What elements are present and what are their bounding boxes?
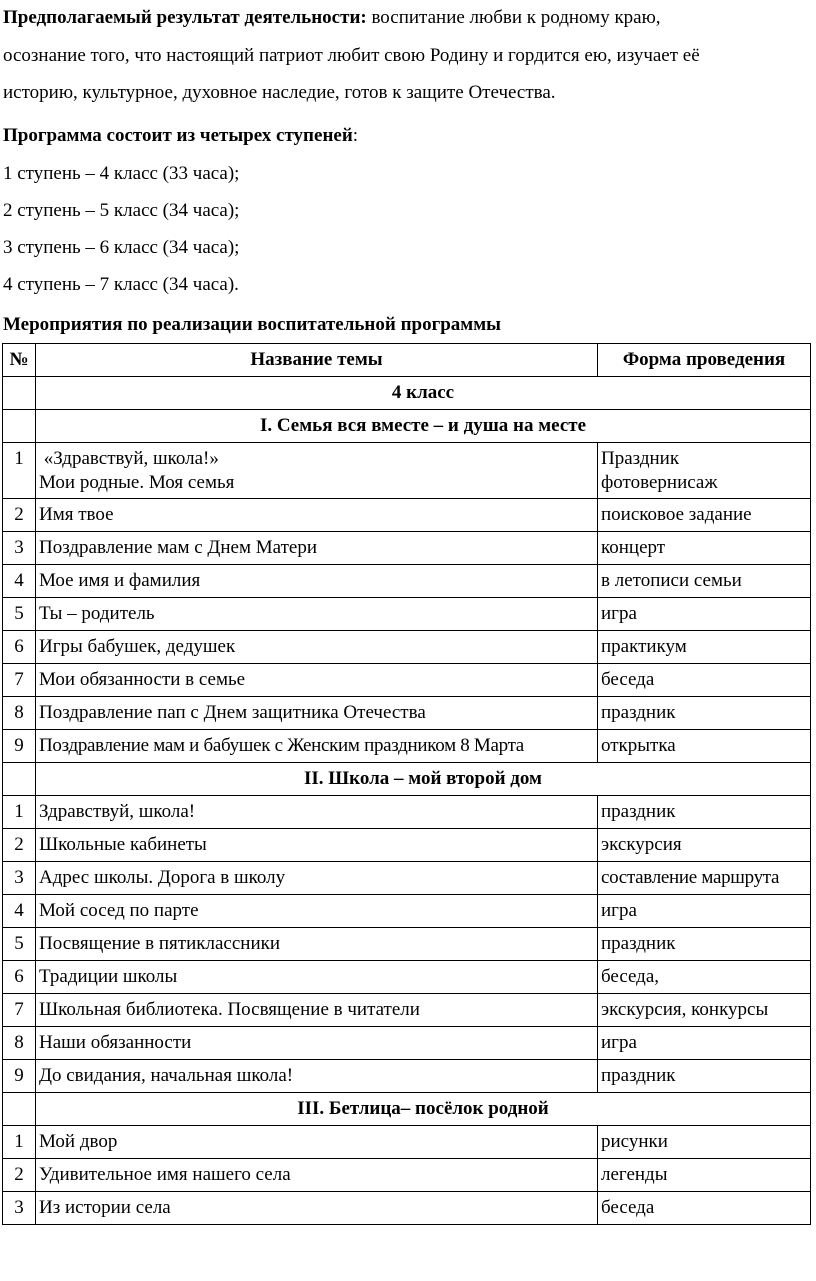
row-form: игра (598, 895, 811, 928)
section-empty-cell (3, 763, 36, 796)
table-row (3, 1060, 811, 1093)
row-topic: Посвящение в пятиклассники (36, 928, 598, 961)
table-header-row (3, 344, 811, 377)
table-row (3, 1126, 811, 1159)
result-text-1: воспитание любви к родному краю, (366, 7, 661, 28)
row-topic: Удивительное имя нашего села (36, 1159, 598, 1192)
program-colon: : (352, 125, 359, 146)
row-num: 8 (3, 1027, 36, 1060)
row-form: праздник (598, 697, 811, 730)
row-form: экскурсия (598, 829, 811, 862)
row-topic: Школьная библиотека. Посвящение в читатели (36, 994, 598, 1027)
row-topic-line: «Здравствуй, школа!» (39, 448, 219, 469)
row-form: беседа (598, 1192, 811, 1225)
header-form: Форма проведения (598, 344, 811, 377)
section-empty-cell (3, 410, 36, 443)
row-form: практикум (598, 631, 811, 664)
row-form: игра (598, 598, 811, 631)
row-topic: Поздравление мам и бабушек с Женским праздником 8 Марта (36, 730, 598, 763)
row-form (598, 443, 811, 499)
row-num: 3 (3, 532, 36, 565)
header-topic: Название темы (36, 344, 598, 377)
table-row (3, 895, 811, 928)
row-form: составление маршрута (598, 862, 811, 895)
row-topic: Здравствуй, школа! (36, 796, 598, 829)
row-topic: Из истории села (36, 1192, 598, 1225)
row-form: беседа (598, 664, 811, 697)
table-row (3, 499, 811, 532)
table-row (3, 961, 811, 994)
table-row (3, 631, 811, 664)
row-form: легенды (598, 1159, 811, 1192)
grade-row (3, 377, 811, 410)
row-num: 6 (3, 631, 36, 664)
section-row (3, 763, 811, 796)
row-num: 1 (3, 443, 36, 499)
row-form: праздник (598, 1060, 811, 1093)
table-row (3, 994, 811, 1027)
table-row (3, 730, 811, 763)
row-topic: Мой сосед по парте (36, 895, 598, 928)
table-row (3, 829, 811, 862)
row-form: игра (598, 1027, 811, 1060)
row-num: 4 (3, 895, 36, 928)
row-form: праздник (598, 928, 811, 961)
row-form: в летописи семьи (598, 565, 811, 598)
row-form-line: фотовернисаж (601, 472, 718, 493)
row-num: 4 (3, 565, 36, 598)
step-4: 4 ступень – 7 класс (34 часа). (3, 274, 239, 295)
row-num: 6 (3, 961, 36, 994)
section-title: III. Бетлица– посёлок родной (36, 1093, 811, 1126)
table-row (3, 796, 811, 829)
row-topic: Игры бабушек, дедушек (36, 631, 598, 664)
events-title: Мероприятия по реализации воспитательной программы (3, 314, 502, 335)
intro-result-line2: осознание того, что настоящий патриот любит свою Родину и гордится ею, изучает её (3, 45, 700, 66)
row-form: поисковое задание (598, 499, 811, 532)
section-row (3, 410, 811, 443)
table-row (3, 565, 811, 598)
row-form: беседа, (598, 961, 811, 994)
table-row (3, 862, 811, 895)
section-title: II. Школа – мой второй дом (36, 763, 811, 796)
row-form: рисунки (598, 1126, 811, 1159)
row-num: 1 (3, 1126, 36, 1159)
section-title: I. Семья вся вместе – и душа на месте (36, 410, 811, 443)
table-row (3, 697, 811, 730)
step-3: 3 ступень – 6 класс (34 часа); (3, 237, 240, 258)
section-empty-cell (3, 1093, 36, 1126)
grade-title: 4 класс (36, 377, 811, 410)
row-form-line: Праздник (601, 448, 680, 469)
program-heading (3, 124, 358, 148)
row-num: 5 (3, 928, 36, 961)
table-row (3, 1027, 811, 1060)
row-num: 1 (3, 796, 36, 829)
row-num: 9 (3, 730, 36, 763)
row-topic: Поздравление мам с Днем Матери (36, 532, 598, 565)
intro-result-line3: историю, культурное, духовное наследие, готов к защите Отечества. (3, 82, 556, 103)
row-num: 9 (3, 1060, 36, 1093)
row-num: 2 (3, 499, 36, 532)
section-row (3, 1093, 811, 1126)
result-label: Предполагаемый результат деятельности: (3, 7, 367, 28)
row-topic: Традиции школы (36, 961, 598, 994)
table-row (3, 1159, 811, 1192)
table-row (3, 532, 811, 565)
step-2: 2 ступень – 5 класс (34 часа); (3, 200, 240, 221)
table-row (3, 928, 811, 961)
row-topic-line: Мои родные. Моя семья (39, 472, 235, 493)
row-topic: Мой двор (36, 1126, 598, 1159)
row-num: 8 (3, 697, 36, 730)
row-topic: До свидания, начальная школа! (36, 1060, 598, 1093)
row-form: экскурсия, конкурсы (598, 994, 811, 1027)
row-topic: Ты – родитель (36, 598, 598, 631)
row-topic: Школьные кабинеты (36, 829, 598, 862)
row-num: 3 (3, 862, 36, 895)
row-num: 5 (3, 598, 36, 631)
row-num: 3 (3, 1192, 36, 1225)
table-row (3, 664, 811, 697)
intro-result-line1 (3, 6, 661, 30)
row-num: 2 (3, 1159, 36, 1192)
table-row (3, 598, 811, 631)
grade-row-empty-cell (3, 377, 36, 410)
row-num: 7 (3, 664, 36, 697)
row-form: концерт (598, 532, 811, 565)
program-label: Программа состоит из четырех ступеней (3, 125, 353, 146)
row-topic: Имя твое (36, 499, 598, 532)
step-1: 1 ступень – 4 класс (33 часа); (3, 163, 240, 184)
table-row (3, 1192, 811, 1225)
row-topic (36, 443, 598, 499)
row-form: открытка (598, 730, 811, 763)
row-num: 2 (3, 829, 36, 862)
row-topic: Адрес школы. Дорога в школу (36, 862, 598, 895)
row-topic: Мое имя и фамилия (36, 565, 598, 598)
row-num: 7 (3, 994, 36, 1027)
row-topic: Наши обязанности (36, 1027, 598, 1060)
header-num: № (3, 344, 36, 377)
row-topic: Мои обязанности в семье (36, 664, 598, 697)
row-topic: Поздравление пап с Днем защитника Отечества (36, 697, 598, 730)
events-table (2, 343, 811, 1225)
row-form: праздник (598, 796, 811, 829)
table-row (3, 443, 811, 499)
